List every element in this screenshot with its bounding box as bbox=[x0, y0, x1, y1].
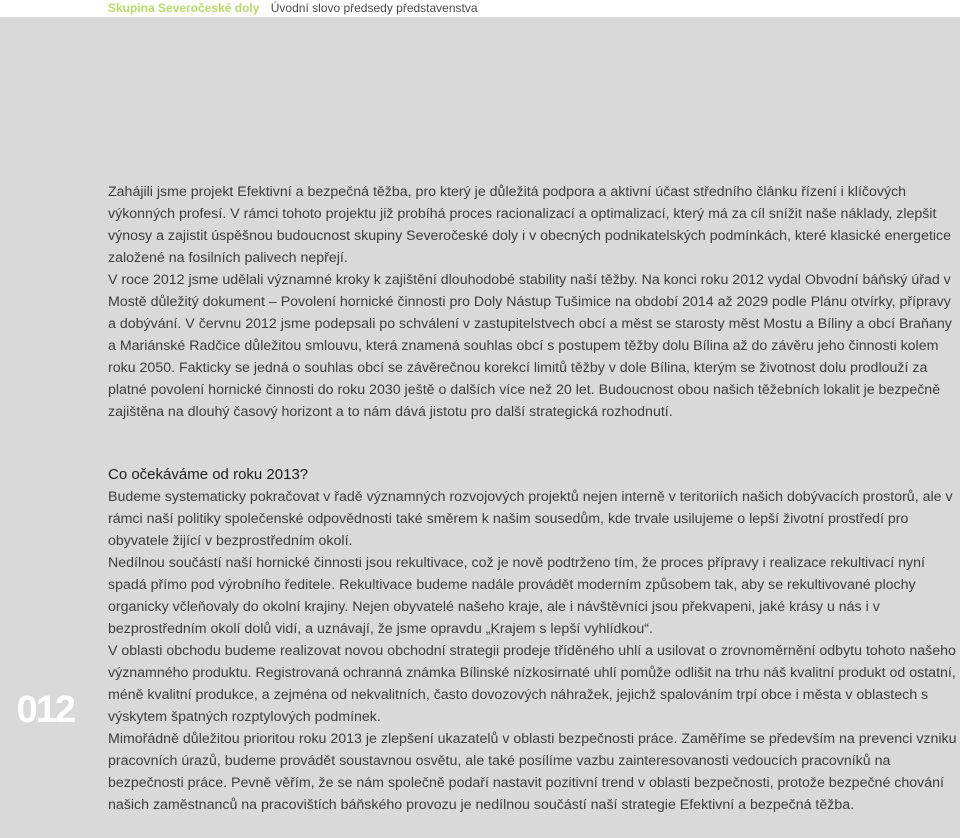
outlook-heading: Co očekáváme od roku 2013? bbox=[108, 466, 309, 483]
intro-paragraph: V roce 2012 jsme udělali významné kroky k zajištění dlouhodobé stability naší těžby. Na konci roku 2012 vydal Obvodní báňský úřad v Mostě důležitý dokument – Povolení hornické činnosti pro Doly Nástup Tušimice na období 2014 až 2029 podle Plánu otvírky, přípravy a dobývání. V červnu 2012 jsme podepsali po schválení v zastupitelstvech obcí a měst se starosty měst Mostu a Bíliny a obcí Braňany a Mariánské Radčice důležitou smlouvu, která znamená souhlas obcí s postupem těžby dolu Bílina až do závěru jeho činnosti kolem roku 2050. Fakticky se jedná o souhlas obcí se závěrečnou korekcí limitů těžby v dole Bílina, kterým se životnost dolu prodlouží za platné povolení hornické činnosti do roku 2030 ještě o dalších více než 20 let. Budoucnost obou našich těžebních lokalit je bezpečně zajištěna na dlouhý časový horizont a to nám dává jistotu pro další strategická rozhodnutí. bbox=[108, 272, 952, 420]
section-title: Úvodní slovo předsedy představenstva bbox=[270, 1, 478, 15]
outlook-paragraph: Nedílnou součástí naší hornické činnosti jsou rekultivace, což je nově podtrženo tím, že proces přípravy i realizace rekultivací nyní spadá přímo pod výrobního ředitele. Rekultivace budeme nadále provádět moderním způsobem tak, aby se rekultivované plochy organicky včleňovaly do okolní krajiny. Nejen obyvatelé našeho kraje, ale i návštěvníci jsou překvapeni, jaké krásy u nás i v bezprostředním okolí dolů vidí, a uznávají, že jsme opravdu „Krajem s lepší vyhlídkou“. bbox=[108, 555, 925, 637]
outlook-paragraph: Budeme systematicky pokračovat v řadě významných rozvojových projektů nejen interně v teritoriích našich dobývacích prostorů, ale v rámci naší politiky společenské odpovědnosti také směrem k našim sousedům, kde trvale usilujeme o lepší životní prostředí pro obyvatele žijící v bezprostředním okolí. bbox=[108, 489, 953, 549]
intro-section bbox=[108, 181, 960, 423]
intro-paragraph: Zahájili jsme projekt Efektivní a bezpečná těžba, pro který je důležitá podpora a aktivní účast středního článku řízení i klíčových výkonných profesí. V rámci tohoto projektu již probíhá proces racionalizací a optimalizací, který má za cíl snížit naše náklady, zlepšit výnosy a zajistit úspěšnou budoucnost skupiny Severočeské doly i v obecných podnikatelských podmínkách, které klasické energetice založené na fosilních palivech nepřejí. bbox=[108, 184, 952, 266]
outlook-section bbox=[108, 464, 960, 816]
brand-name: Skupina Severočeské doly bbox=[108, 1, 260, 15]
page-number: 012 bbox=[16, 689, 74, 731]
outlook-paragraph: V oblasti obchodu budeme realizovat novou obchodní strategii prodeje tříděného uhlí a usilovat o zrovnoměrnění odbytu tohoto našeho významného produktu. Registrovaná ochranná známka Bílinské nízkosirnaté uhlí pomůže odlišit na trhu náš kvalitní produkt od ostatní, méně kvalitní produkce, a zejména od nekvalitních, často dovozových náhražek, jejichž spalováním trpí obce i města v oblastech s výskytem špatných rozptylových podmínek. bbox=[108, 643, 956, 725]
page-header bbox=[108, 0, 478, 16]
outlook-paragraph: Mimořádně důležitou prioritou roku 2013 je zlepšení ukazatelů v oblasti bezpečnosti práce. Zaměříme se především na prevenci vzniku pracovních úrazů, budeme provádět soustavnou osvětu, ale také posílíme vazbu zainteresovanosti vedoucích pracovníků na bezpečnosti práce. Pevně věřím, že se nám společně podaří nastavit pozitivní trend v oblasti bezpečnosti, protože bezpečné chování našich zaměstnanců na pracovištích báňského provozu je nedílnou součástí naší strategie Efektivní a bezpečná těžba. bbox=[108, 731, 957, 813]
